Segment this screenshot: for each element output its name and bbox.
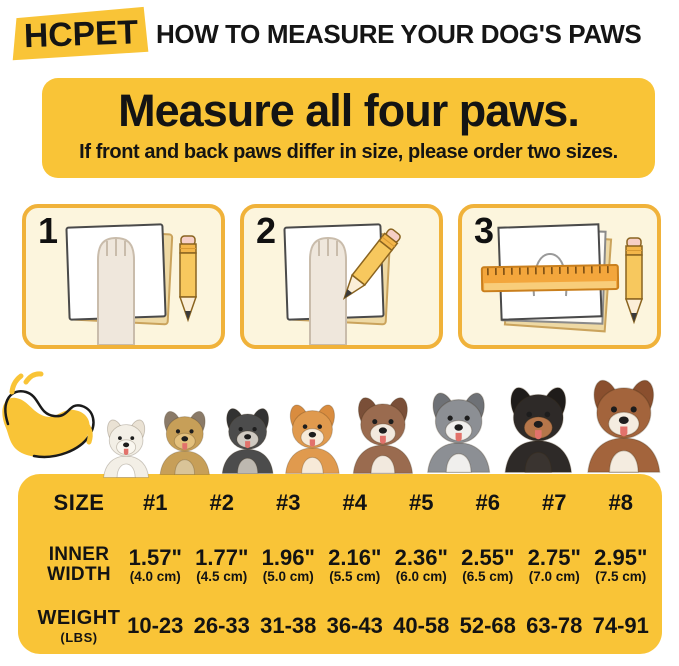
dog-photo-yorkshire-terrier bbox=[154, 398, 216, 482]
size-value: #1 bbox=[143, 490, 168, 515]
inner-width-cell bbox=[255, 546, 322, 585]
step-card-1 bbox=[22, 204, 225, 349]
inner-width-inches: 1.77" bbox=[195, 544, 249, 570]
weight-value: 63-78 bbox=[526, 613, 583, 638]
inner-width-cell bbox=[455, 546, 522, 585]
size-row-label: SIZE bbox=[53, 490, 105, 515]
inner-width-cell bbox=[322, 546, 389, 585]
pencil-icon bbox=[626, 238, 642, 322]
inner-width-inches: 2.95" bbox=[594, 544, 648, 570]
logo-text: HCPET bbox=[23, 14, 139, 56]
dog-photo-bichon-frise bbox=[98, 410, 154, 482]
dog-photo-malamute bbox=[420, 376, 497, 482]
weight-value: 10-23 bbox=[127, 613, 184, 638]
inner-width-cell bbox=[122, 546, 189, 585]
size-value: #2 bbox=[209, 490, 234, 515]
size-value: #3 bbox=[276, 490, 301, 515]
inner-width-cell bbox=[588, 546, 655, 585]
weight-value: 74-91 bbox=[592, 613, 649, 638]
ruler-icon bbox=[482, 265, 618, 291]
size-value: #8 bbox=[608, 490, 633, 515]
inner-width-cm: (7.5 cm) bbox=[595, 568, 647, 584]
size-value: #4 bbox=[342, 490, 367, 515]
dog-paw-icon bbox=[310, 238, 346, 345]
weight-value: 52-68 bbox=[459, 613, 516, 638]
inner-width-cm: (6.0 cm) bbox=[395, 568, 447, 584]
inner-width-inches: 2.55" bbox=[461, 544, 515, 570]
inner-width-inches: 1.57" bbox=[128, 544, 182, 570]
dog-photo-schnauzer bbox=[216, 394, 279, 482]
banner bbox=[42, 78, 655, 178]
step-number: 1 bbox=[38, 210, 59, 251]
weight-value: 36-43 bbox=[326, 613, 383, 638]
inner-width-cm: (5.5 cm) bbox=[329, 568, 381, 584]
step-card-2 bbox=[240, 204, 443, 349]
squiggle-doodle-icon bbox=[0, 366, 102, 478]
inner-width-cell bbox=[388, 546, 455, 585]
weight-value: 26-33 bbox=[193, 613, 250, 638]
inner-width-inches: 2.75" bbox=[527, 544, 581, 570]
dog-size-lineup bbox=[98, 356, 669, 482]
brand-logo bbox=[10, 5, 152, 63]
dog-photo-rottweiler bbox=[497, 370, 580, 482]
page-title: HOW TO MEASURE YOUR DOG'S PAWS bbox=[156, 19, 642, 49]
step-card-3 bbox=[458, 204, 661, 349]
size-value: #7 bbox=[542, 490, 567, 515]
weight-row-label: WEIGHT (LBS) bbox=[37, 607, 121, 645]
dog-photo-shiba-inu bbox=[279, 390, 346, 482]
inner-width-cm: (5.0 cm) bbox=[262, 568, 314, 584]
inner-width-inches: 1.96" bbox=[261, 544, 315, 570]
step-number: 3 bbox=[474, 210, 495, 251]
inner-width-cell bbox=[189, 546, 256, 585]
dog-paw-icon bbox=[98, 238, 134, 345]
inner-width-inches: 2.16" bbox=[328, 544, 382, 570]
dog-photo-saint-bernard bbox=[579, 362, 669, 482]
step-number: 2 bbox=[256, 210, 277, 251]
banner-subtitle: If front and back paws differ in size, please order two sizes. bbox=[79, 141, 618, 163]
weight-value: 40-58 bbox=[393, 613, 450, 638]
size-table bbox=[18, 474, 662, 654]
size-value: #5 bbox=[409, 490, 434, 515]
inner-width-cm: (6.5 cm) bbox=[462, 568, 514, 584]
pencil-icon bbox=[180, 236, 196, 320]
banner-title: Measure all four paws. bbox=[118, 85, 579, 136]
inner-width-cm: (7.0 cm) bbox=[528, 568, 580, 584]
inner-width-inches: 2.36" bbox=[394, 544, 448, 570]
inner-width-cm: (4.0 cm) bbox=[129, 568, 181, 584]
weight-value: 31-38 bbox=[260, 613, 317, 638]
size-value: #6 bbox=[475, 490, 500, 515]
inner-width-cell bbox=[521, 546, 588, 585]
dog-photo-australian-shepherd bbox=[346, 382, 420, 482]
inner-width-cm: (4.5 cm) bbox=[196, 568, 248, 584]
inner-width-row-label: INNER WIDTH bbox=[47, 544, 111, 585]
